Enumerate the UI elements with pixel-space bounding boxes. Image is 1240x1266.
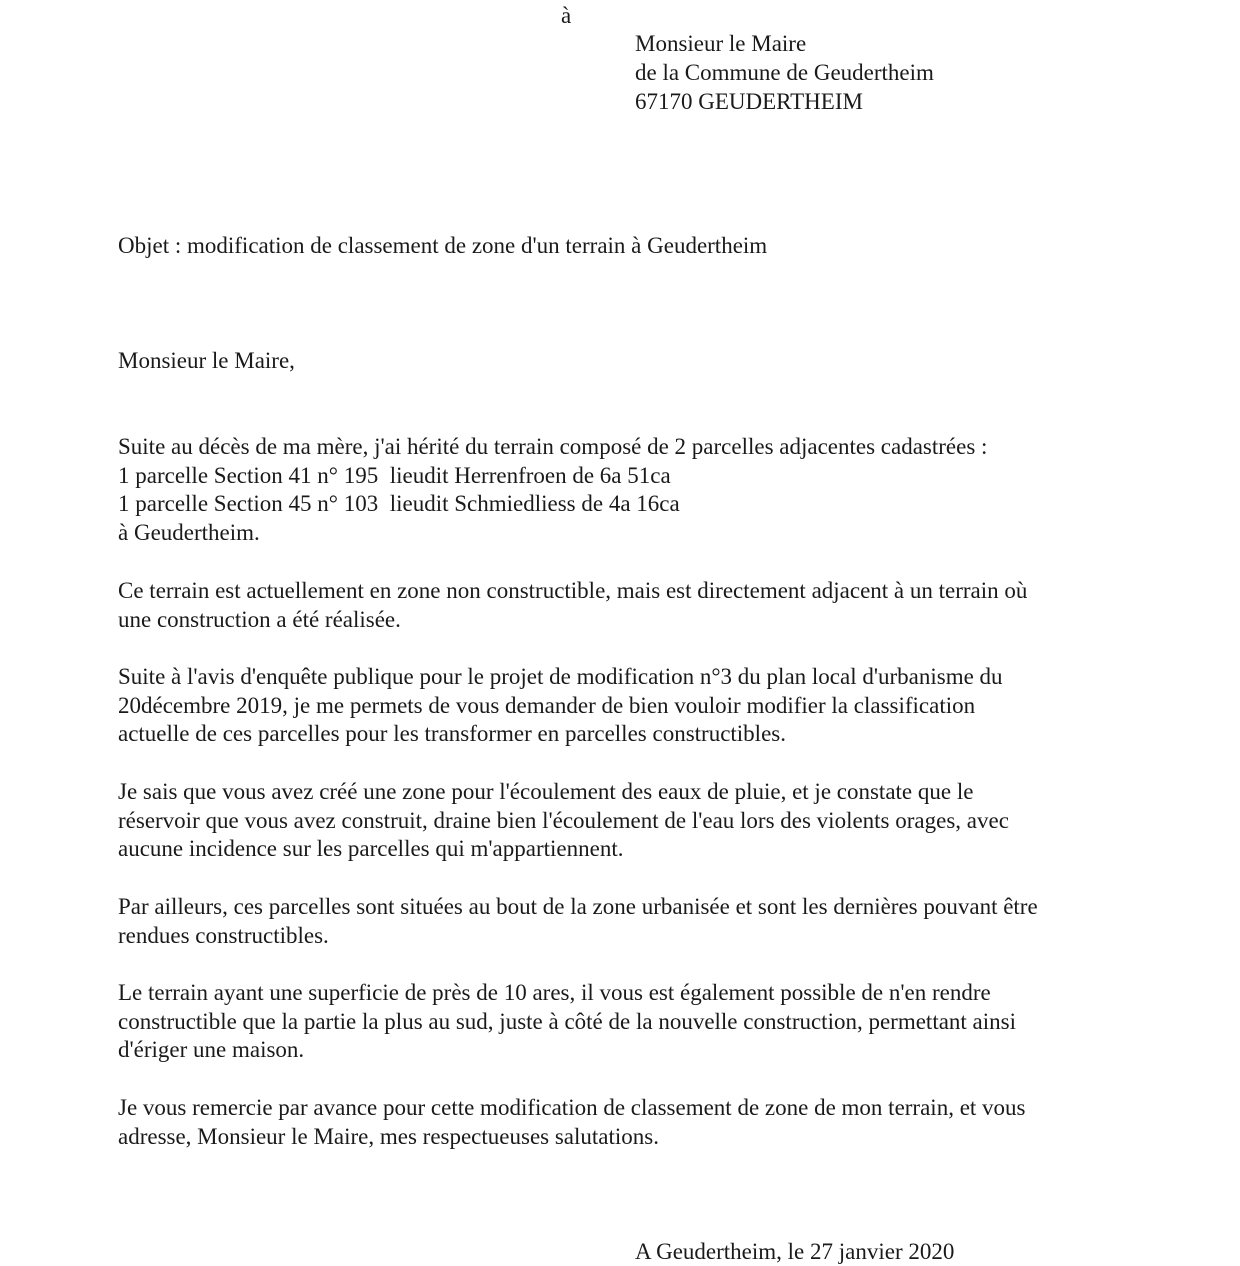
letter-subject: Objet : modification de classement de zone d'un terrain à Geudertheim: [118, 233, 768, 258]
paragraph-line: Suite au décès de ma mère, j'ai hérité du terrain composé de 2 parcelles adjacentes cadastrées :: [118, 434, 988, 459]
paragraph-line: Je vous remercie par avance pour cette modification de classement de zone de mon terrain, et vous: [118, 1095, 1026, 1120]
paragraph-line: 20décembre 2019, je me permets de vous demander de bien vouloir modifier la classification: [118, 692, 976, 718]
paragraph-line: aucune incidence sur les parcelles qui m'appartiennent.: [118, 836, 624, 862]
paragraph-line: Suite à l'avis d'enquête publique pour le projet de modification n°3 du plan local d'urbanisme du: [118, 664, 1003, 689]
paragraph-location: [118, 893, 1128, 950]
paragraph-partial-option: [118, 979, 1128, 1065]
paragraph-line: 1 parcelle Section 45 n° 103 lieudit Schmiedliess de 4a 16ca: [118, 491, 680, 517]
paragraph-line: actuelle de ces parcelles pour les transformer en parcelles constructibles.: [118, 721, 786, 747]
paragraph-inheritance: [118, 433, 1128, 548]
paragraph-zone-status: [118, 577, 1128, 634]
recipient-address: [635, 29, 934, 116]
paragraph-request: [118, 663, 1128, 749]
paragraph-line: Par ailleurs, ces parcelles sont situées au bout de la zone urbanisée et sont les dernières pouvant être: [118, 894, 1038, 919]
recipient-line: de la Commune de Geudertheim: [635, 60, 934, 85]
paragraph-line: rendues constructibles.: [118, 922, 329, 948]
recipient-line: Monsieur le Maire: [635, 31, 807, 56]
paragraph-line: à Geudertheim.: [118, 520, 260, 546]
paragraph-line: 1 parcelle Section 41 n° 195 lieudit Herrenfroen de 6a 51ca: [118, 462, 671, 488]
letter-salutation: Monsieur le Maire,: [118, 348, 295, 373]
paragraph-line: une construction a été réalisée.: [118, 606, 401, 632]
paragraph-line: réservoir que vous avez construit, draine bien l'écoulement de l'eau lors des violents orages, avec: [118, 807, 1009, 833]
paragraph-line: Le terrain ayant une superficie de près de 10 ares, il vous est également possible de n'en rendre: [118, 980, 991, 1005]
paragraph-drainage: [118, 778, 1128, 864]
paragraph-line: constructible que la partie la plus au sud, juste à côté de la nouvelle construction, permettant ainsi: [118, 1008, 1016, 1034]
truncated-sender-line: [122, 0, 382, 4]
paragraph-line: Je sais que vous avez créé une zone pour l'écoulement des eaux de pluie, et je constate que le: [118, 779, 974, 804]
paragraph-line: Ce terrain est actuellement en zone non constructible, mais est directement adjacent à un terrain où: [118, 578, 1028, 603]
paragraph-line: adresse, Monsieur le Maire, mes respectueuses salutations.: [118, 1123, 659, 1149]
recipient-prefix: à: [561, 3, 572, 28]
paragraph-line: d'ériger une maison.: [118, 1037, 305, 1063]
recipient-line: 67170 GEUDERTHEIM: [635, 89, 863, 114]
date-line: A Geudertheim, le 27 janvier 2020: [635, 1239, 955, 1264]
paragraph-closing: [118, 1094, 1128, 1151]
